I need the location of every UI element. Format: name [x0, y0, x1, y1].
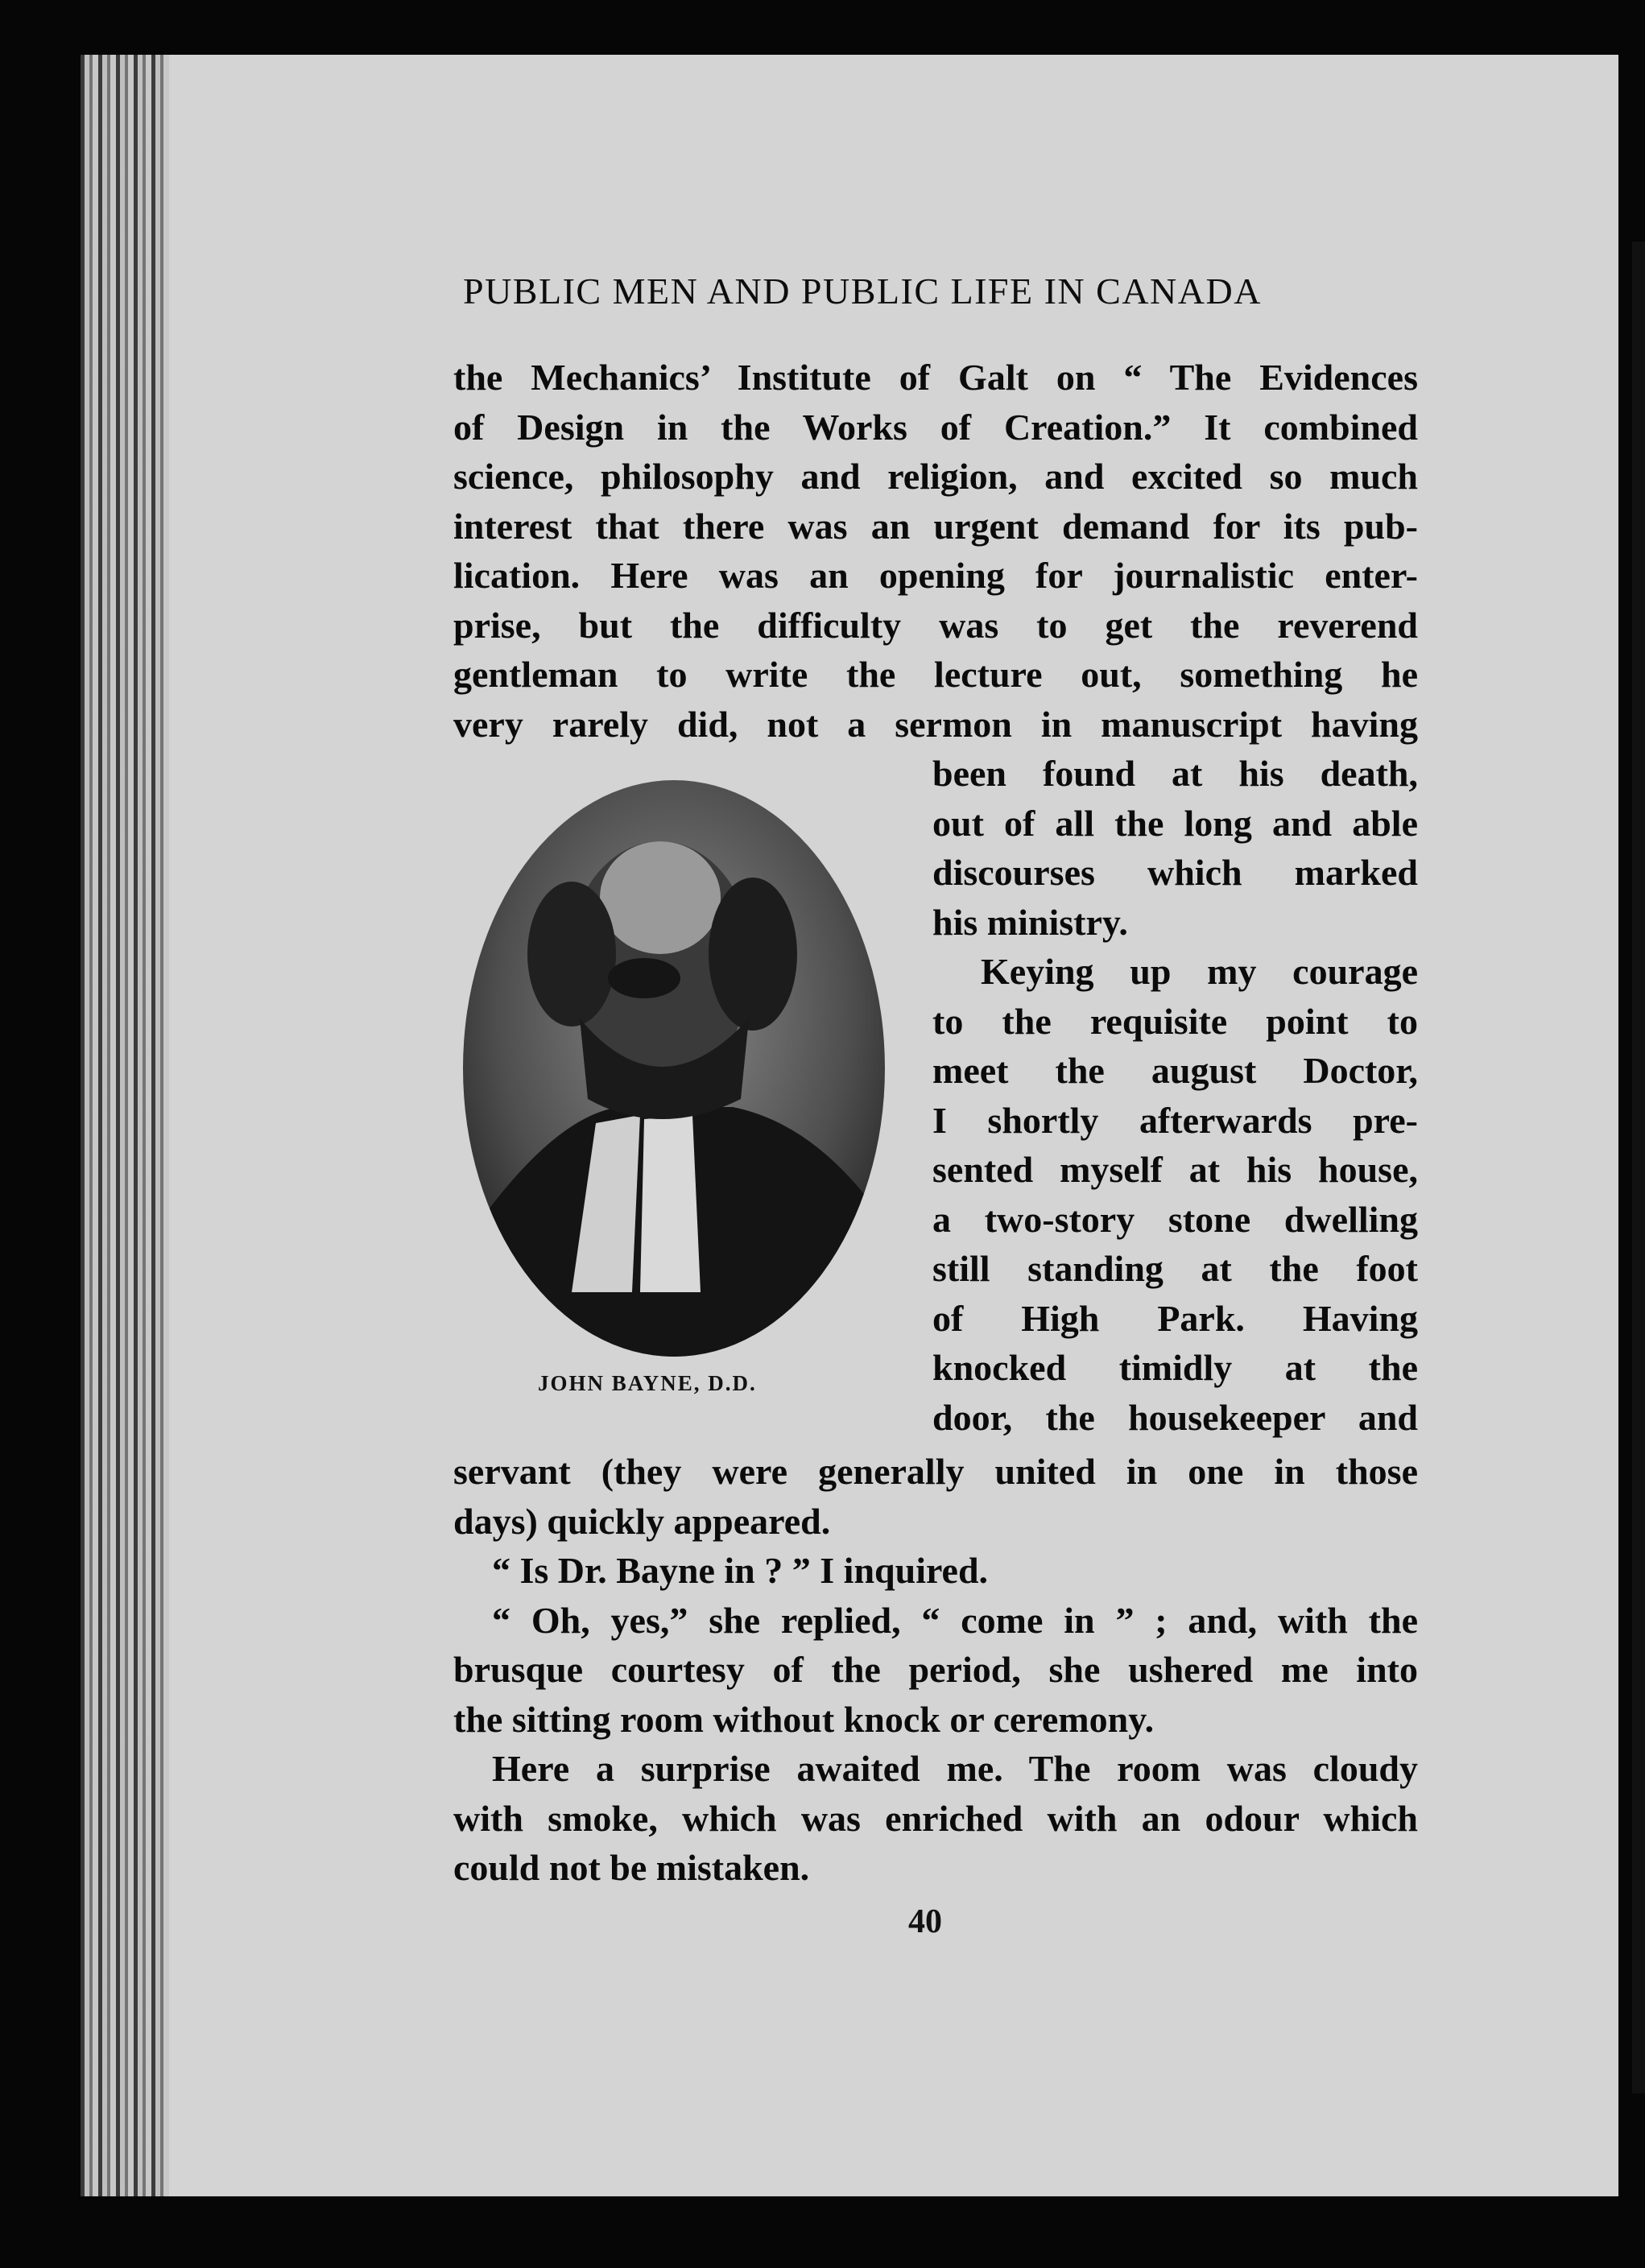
text-line: to the requisite point to: [932, 1000, 1418, 1042]
paragraph-continued: [453, 1447, 1418, 1893]
binding-edge: [1632, 242, 1645, 2093]
page-edges: [81, 55, 169, 2196]
page-number: 40: [908, 1903, 942, 1940]
text-line: “ Is Dr. Bayne in ? ” I inquired.: [492, 1550, 989, 1591]
text-line: sented myself at his house,: [932, 1149, 1418, 1190]
text-line: science, philosophy and religion, and excited so much: [453, 456, 1418, 497]
portrait-caption: JOHN BAYNE, D.D.: [538, 1371, 757, 1395]
text-line: very rarely did, not a sermon in manuscript having: [453, 703, 1418, 745]
wrap-column: [932, 749, 1418, 1442]
text-line: “ Oh, yes,” she replied, “ come in ” ; and, with the: [492, 1599, 1418, 1641]
text-line: discourses which marked: [932, 852, 1418, 893]
text-line: days) quickly appeared.: [453, 1500, 831, 1542]
text-line: lication. Here was an opening for journalistic enter-: [453, 555, 1418, 596]
text-line: the sitting room without knock or ceremony.: [453, 1698, 1155, 1740]
text-line: meet the august Doctor,: [932, 1050, 1418, 1091]
paragraph-opening: [453, 353, 1418, 749]
text-line: been found at his death,: [932, 753, 1418, 794]
text-line: I shortly afterwards pre-: [932, 1099, 1418, 1141]
text-line: brusque courtesy of the period, she ushered me into: [453, 1649, 1418, 1690]
portrait-john-bayne: [459, 777, 890, 1361]
text-line: out of all the long and able: [932, 802, 1418, 844]
text-line: interest that there was an urgent demand for its pub-: [453, 505, 1418, 547]
text-line: of High Park. Having: [932, 1297, 1418, 1339]
text-line: could not be mistaken.: [453, 1847, 810, 1888]
text-line: still standing at the foot: [932, 1248, 1418, 1289]
text-line: servant (they were generally united in one in those: [453, 1451, 1418, 1492]
text-line: with smoke, which was enriched with an odour which: [453, 1797, 1418, 1839]
text-line: of Design in the Works of Creation.” It combined: [453, 406, 1418, 448]
text-line: gentleman to write the lecture out, something he: [453, 654, 1418, 695]
text-line: Keying up my courage: [981, 951, 1418, 992]
text-line: the Mechanics’ Institute of Galt on “ The Evidences: [453, 357, 1418, 398]
text-line: a two-story stone dwelling: [932, 1198, 1418, 1240]
running-header: PUBLIC MEN AND PUBLIC LIFE IN CANADA: [463, 271, 1262, 312]
text-line: prise, but the difficulty was to get the reverend: [453, 604, 1418, 646]
text-line: Here a surprise awaited me. The room was cloudy: [492, 1748, 1418, 1789]
text-line: knocked timidly at the: [932, 1347, 1418, 1388]
text-line: his ministry.: [932, 901, 1128, 943]
text-line: door, the housekeeper and: [932, 1396, 1418, 1438]
